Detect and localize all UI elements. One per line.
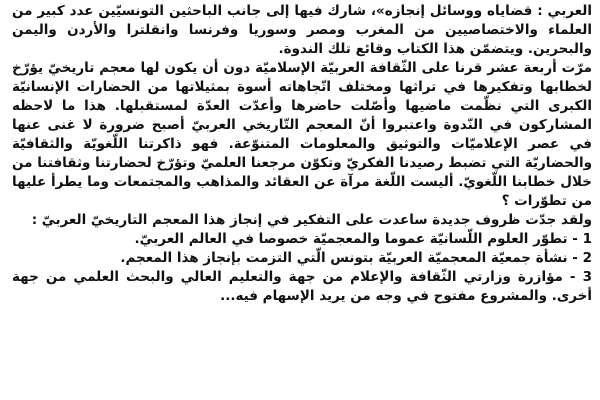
list-item-text: نشأة جمعيّة المعجميّة العربيّة بتونس الّتي التزمت بإنجاز هذا المعجم. <box>120 250 568 266</box>
list-item-text: مؤازرة وزارتي الثّقافة والإعلام من جهة والتعليم العالي والبحث العلمي من جهة أخرى. والمشروع مفتوح في وجه من يريد الإسهام فيه... <box>12 269 592 304</box>
list-item-number: 2 <box>582 250 592 266</box>
list-item: 3 - مؤازرة وزارتي الثّقافة والإعلام من جهة والتعليم العالي والبحث العلمي من جهة أخرى. والمشروع مفتوح في وجه من يريد الإسهام فيه... <box>12 269 592 304</box>
numbered-list <box>12 230 592 306</box>
list-item-number: 3 <box>582 269 592 285</box>
list-item-number: 1 <box>582 231 592 247</box>
list-item: 1 - تطوّر العلوم اللّسانيّة عموما والمعجميّة خصوصا في العالم العربيّ. <box>134 231 592 247</box>
intro-paragraph: العربي : قضاياه ووسائل إنجازه»، شارك فيها إلى جانب الباحثين التونسيّين عدد كبير من العلماء والاختصاصيين من المغرب ومصر وسوريا وفرنسا وانقلترا والأردن واليمن والبحرين. ويتضمّن هذا الكتاب وقائع تلك الندوة. <box>12 3 592 57</box>
list-intro-paragraph: ولقد جدّت ظروف جديدة ساعدت على التفكير في إنجاز هذا المعجم التاريخيّ العربيّ : <box>31 212 592 228</box>
list-item: 2 - نشأة جمعيّة المعجميّة العربيّة بتونس الّتي التزمت بإنجاز هذا المعجم. <box>120 250 592 266</box>
body-paragraph: مرّت أربعة عشر قرنا على الثّقافة العربيّة الإسلاميّة دون أن يكون لها معجم تاريخيّ يؤرّخ لخطابها وتفكيرها في تراثها ومختلف اتّجاهاته أسوة بمثيلاتها من الحضارات الإنسانيّة الكبرى التي نظّمت ماضيها وأصّلت حاضرها وأعدّت العدّة لمستقبلها. هذا ما لاحظه المشاركون في النّدوة واعتبروا أنّ المعجم التّاريخي العربيّ أصبح ضرورة لا غنى عنها في عصر الإعلاميّات والتوثيق والمعلومات المتنوّعة. فهو ذاكرتنا اللّغويّة والثقافيّة والحضاريّة التي تضبط رصيدنا الفكريّ وتكوّن مرجعنا العلميّ وتؤرّخ لحضارتنا وثقافتنا من خلال خطابنا اللّغويّ. أليست اللّغة مرآة عن العقائد والمذاهب والمجتمعات وما يطرأ عليها من تطوّرات ؟ <box>12 60 592 209</box>
list-item-text: تطوّر العلوم اللّسانيّة عموما والمعجميّة خصوصا في العالم العربيّ. <box>134 231 568 247</box>
